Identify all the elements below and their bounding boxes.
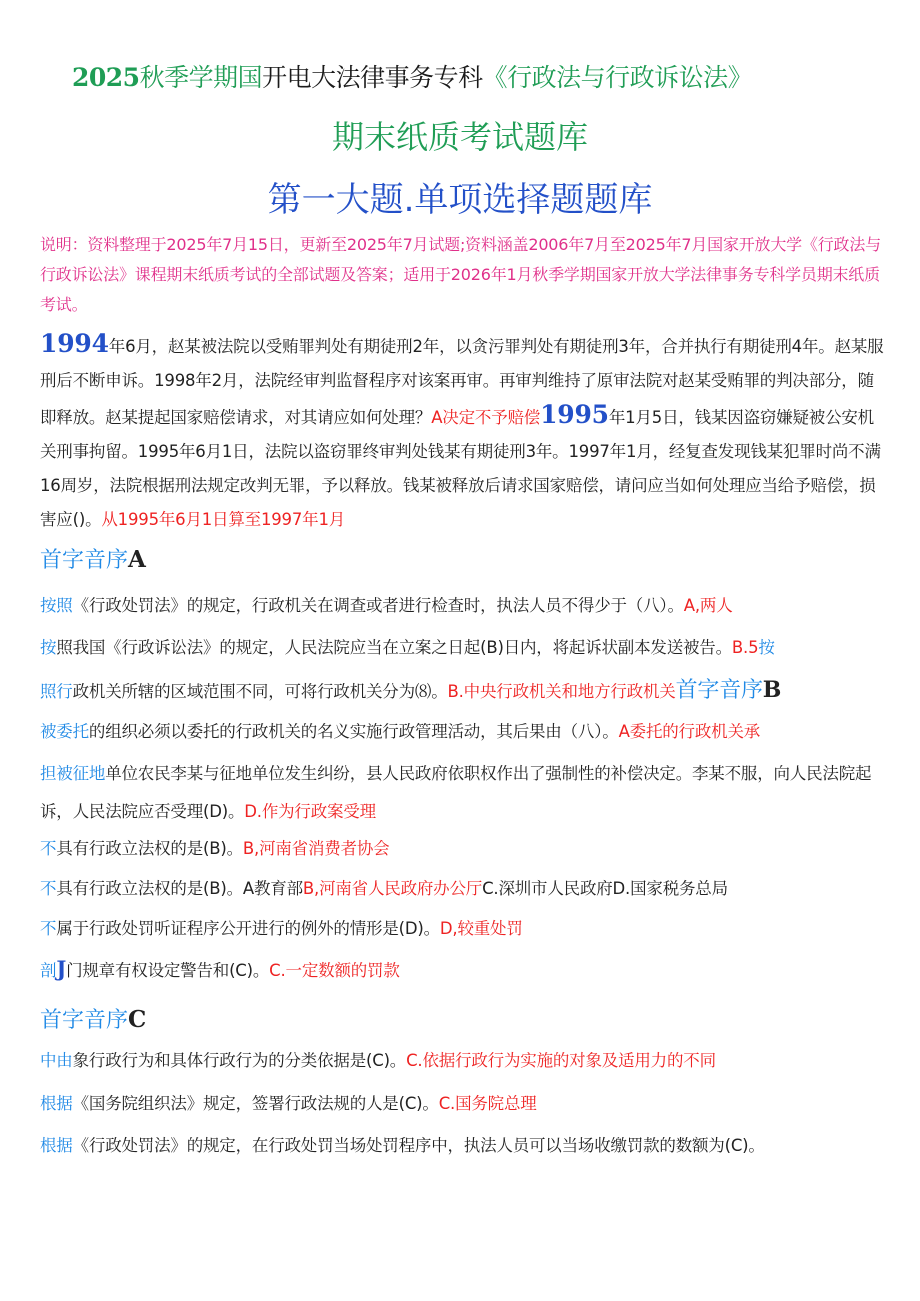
question-a3: 照行政机关所辖的区域范围不同，可将行政机关分为⑻。B.中央行政机关和地方行政机关首字音序B (40, 677, 782, 703)
question-c2 (40, 1085, 885, 1123)
question-answer: B,河南省人民政府办公厅 (302, 879, 483, 898)
section-heading-c (40, 1003, 146, 1034)
question-text: 的组织必须以委托的行政机关的名义实施行政管理活动，其后果由（八）。 (88, 722, 619, 741)
question-options: C.深圳市人民政府D.国家税务总局 (482, 879, 728, 898)
question-text: 象行政行为和具体行政行为的分类依据是(C)。 (72, 1051, 407, 1070)
question-text: 门规章有权设定警告和(C)。 (66, 961, 270, 980)
question-lead: 按 (40, 638, 57, 657)
question-lead: 根据 (40, 1094, 73, 1113)
description-note: 说明：资料整理于2025年7月15日，更新至2025年7月试题;资料涵盖2006年7月至2025年7月国家开放大学《行政法与行政诉讼法》课程期末纸质考试的全部试题及答案；适用于2026年1月秋季学期国家开放大学法律事务专科学员期末纸质考试。 (40, 235, 881, 314)
question-text: 具有行政立法权的是(B)。 (56, 839, 243, 858)
question-answer: C.一定数额的罚款 (269, 961, 400, 980)
section-c-letter: C (128, 1006, 147, 1033)
question-lead: 担被征地 (40, 764, 106, 783)
header-year: 2025 (72, 63, 140, 92)
question-text: 《行政处罚法》的规定，行政机关在调查或者进行检查时，执法人员不得少于（八）。 (72, 596, 684, 615)
question-c1 (40, 1042, 885, 1080)
question-a2: 按照我国《行政诉讼法》的规定，人民法院应当在立案之日起(B)日内，将起诉状副本发送被告。B.5按 (40, 638, 775, 657)
header-part3: 《行政法与行政诉讼法》 (482, 63, 753, 92)
section-b-label: 首字音序 (675, 678, 763, 703)
question-answer: A,两人 (683, 596, 733, 615)
section-b-letter: B (762, 677, 782, 703)
question-answer: B.中央行政机关和地方行政机关 (447, 682, 676, 701)
intro-year-1: 1994 (40, 329, 109, 358)
question-b6 (40, 950, 885, 990)
question-c3 (40, 1127, 885, 1165)
intro-text-1: 年6月，赵某被法院以受贿罪判处有期徒刑2年，以贪污罪判处有期徒刑3年，合并执行有期徒刑4年。赵某服刑后不断申诉。1998年2月，法院经审判监督程序对该案再审。再审判维持了原审法院对赵某受贿罪的判决部分，随即释放。赵某提起国家赔偿请求，对其请应如何处理？ (40, 337, 884, 427)
question-lead: 被委托 (40, 722, 89, 741)
question-text: 照我国《行政诉讼法》的规定，人民法院应当在立案之日起(B)日内，将起诉状副本发送被告。 (56, 638, 732, 657)
question-lead: 中由 (40, 1051, 73, 1070)
question-answer: B.5 (731, 638, 759, 657)
question-answer: C.国务院总理 (438, 1094, 537, 1113)
question-answer: D.作为行政案受理 (244, 802, 376, 821)
question-lead: 不 (40, 839, 57, 858)
question-text: 《行政处罚法》的规定，在行政处罚当场处罚程序中，执法人员可以当场收缴罚款的数额为(C)。 (72, 1136, 765, 1155)
question-answer: C.依据行政行为实施的对象及适用力的不同 (406, 1051, 716, 1070)
question-text: 单位农民李某与征地单位发生纠纷，县人民政府依职权作出了强制性的补偿决定。李某不服，向人民法院起诉，人民法院应否受理(D)。 (40, 764, 872, 821)
question-b4 (40, 870, 885, 908)
question-a1 (40, 587, 885, 625)
question-text: 政机关所辖的区域范围不同，可将行政机关分为⑻。 (72, 682, 448, 701)
question-text: 属于行政处罚听证程序公开进行的例外的情形是(D)。 (56, 919, 440, 938)
intro-paragraph (40, 327, 885, 537)
question-lead: 不 (40, 879, 57, 898)
section-a-letter: A (128, 546, 146, 573)
section-a-label: 首字音序 (40, 548, 129, 573)
question-b5 (40, 910, 885, 948)
intro-answer-2: 从1995年6月1日算至1997年1月 (101, 510, 346, 529)
question-b1 (40, 713, 885, 751)
question-text: 《国务院组织法》规定，签署行政法规的人是(C)。 (72, 1094, 439, 1113)
header-part2: 开电大法律事务专科 (262, 63, 483, 92)
question-lead: 按照 (40, 596, 73, 615)
intro-answer-1: A决定不予赔偿 (431, 408, 541, 427)
question-answer: D,较重处罚 (439, 919, 523, 938)
question-lead: 剖 (40, 961, 57, 980)
question-answer: A委托的行政机关承 (618, 722, 761, 741)
intro-text-2: 年1月5日，钱某因盗窃嫌疑被公安机关刑事拘留。1995年6月1日，法院以盗窃罪终审判处钱某有期徒刑3年。1997年1月，经复查发现钱某犯罪时尚不满16周岁，法院根据刑法规定改判无罪，予以释放。钱某被释放后请求国家赔偿，请问应当如何处理应当给予赔偿，损害应()。 (40, 408, 881, 529)
section-heading-a (40, 543, 146, 574)
document-title: 期末纸质考试题库 (331, 118, 588, 156)
section-title: 第一大题.单项选择题题库 (267, 180, 653, 220)
header-part1: 秋季学期国 (139, 63, 263, 92)
intro-year-2: 1995 (540, 400, 609, 429)
header-line (72, 58, 752, 94)
question-lead: 不 (40, 919, 57, 938)
question-glyph: J (56, 956, 67, 981)
question-b2 (40, 755, 885, 831)
question-b3 (40, 830, 885, 868)
section-c-label: 首字音序 (40, 1008, 129, 1033)
question-lead: 根据 (40, 1136, 73, 1155)
question-answer: B,河南省消费者协会 (242, 839, 390, 858)
question-text: 具有行政立法权的是(B)。A教育部 (56, 879, 303, 898)
